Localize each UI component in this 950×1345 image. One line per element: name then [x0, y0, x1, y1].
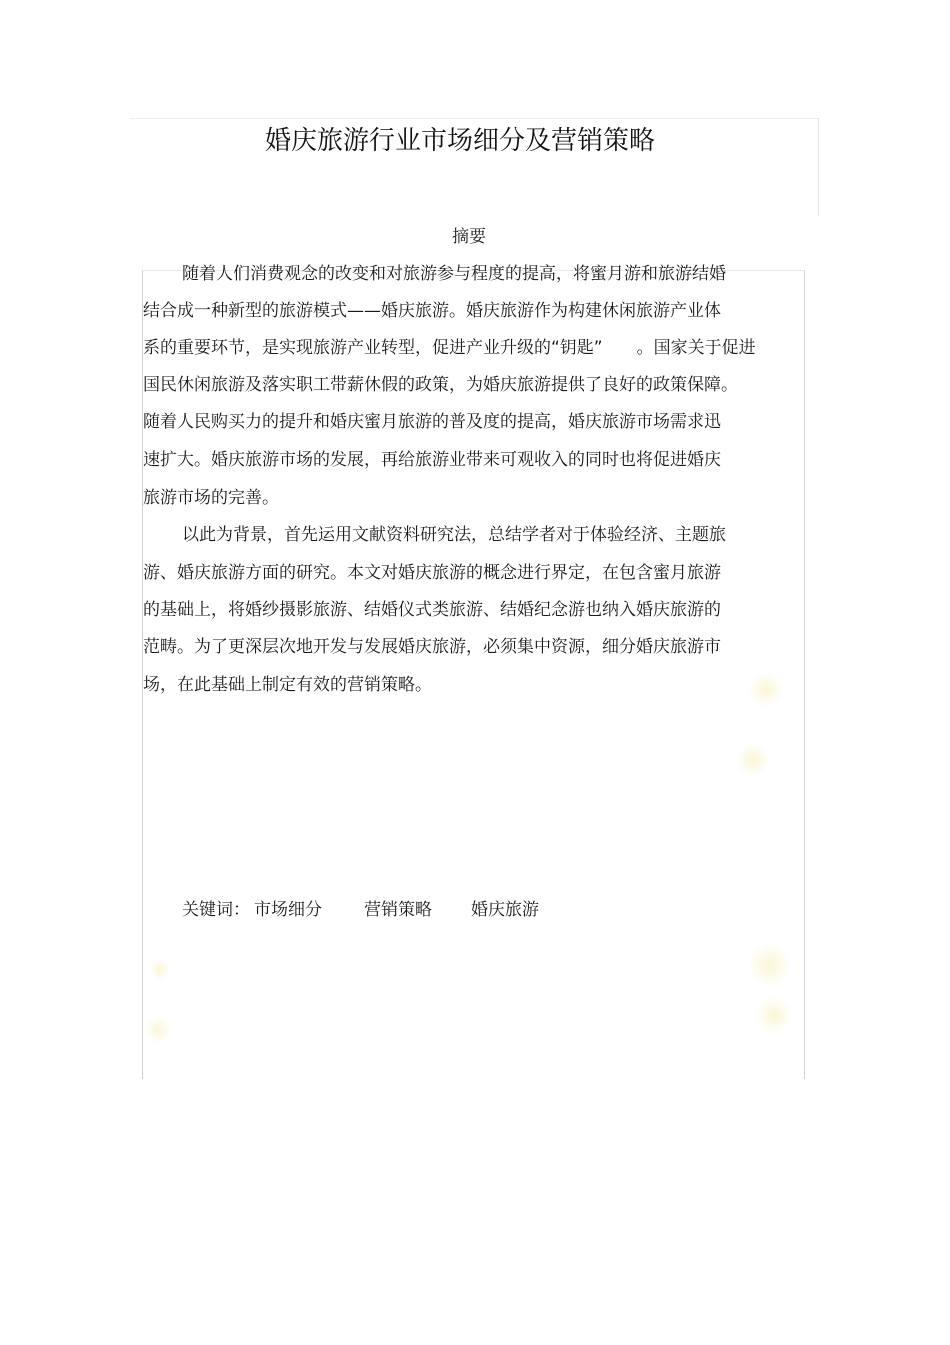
keyword: 市场细分 [254, 900, 322, 920]
paragraph-line: 旅游市场的完善。 [143, 488, 279, 508]
background-blot [146, 1015, 170, 1045]
paragraph-line: 结合成一种新型的旅游模式——婚庆旅游。婚庆旅游作为构建休闲旅游产业体 [143, 301, 721, 321]
background-blot [750, 940, 790, 990]
paragraph-line: 随着人民购买力的提升和婚庆蜜月旅游的普及度的提高，婚庆旅游市场需求迅 [143, 412, 721, 432]
keywords-label: 关键词： [182, 900, 250, 920]
keyword: 婚庆旅游 [471, 900, 539, 920]
paragraph-line: 系的重要环节，是实现旅游产业转型，促进产业升级的“钥匙” 。国家关于促进 [143, 338, 756, 358]
background-blot [150, 958, 170, 982]
document-title: 婚庆旅游行业市场细分及营销策略 [264, 126, 655, 156]
paragraph-line: 国民休闲旅游及落实职工带薪休假的政策，为婚庆旅游提供了良好的政策保障。 [143, 375, 738, 395]
background-blot [738, 740, 768, 780]
background-blot [756, 995, 792, 1035]
top-rule [130, 118, 818, 119]
paragraph-line: 以此为背景，首先运用文献资料研究法，总结学者对于体验经济、主题旅 [182, 525, 726, 545]
paragraph-line: 速扩大。婚庆旅游市场的发展，再给旅游业带来可观收入的同时也将促进婚庆 [143, 450, 721, 470]
paragraph-line: 场，在此基础上制定有效的营销策略。 [143, 675, 432, 695]
paragraph-line: 范畴。为了更深层次地开发与发展婚庆旅游，必须集中资源，细分婚庆旅游市 [143, 637, 721, 657]
paragraph-line: 游、婚庆旅游方面的研究。本文对婚庆旅游的概念进行界定，在包含蜜月旅游 [143, 563, 721, 583]
paragraph-line: 随着人们消费观念的改变和对旅游参与程度的提高，将蜜月游和旅游结婚 [182, 264, 726, 284]
abstract-heading: 摘要 [452, 227, 486, 247]
paragraph-line: 的基础上，将婚纱摄影旅游、结婚仪式类旅游、结婚纪念游也纳入婚庆旅游的 [143, 600, 721, 620]
keyword: 营销策略 [364, 900, 432, 920]
background-blot [748, 672, 784, 708]
